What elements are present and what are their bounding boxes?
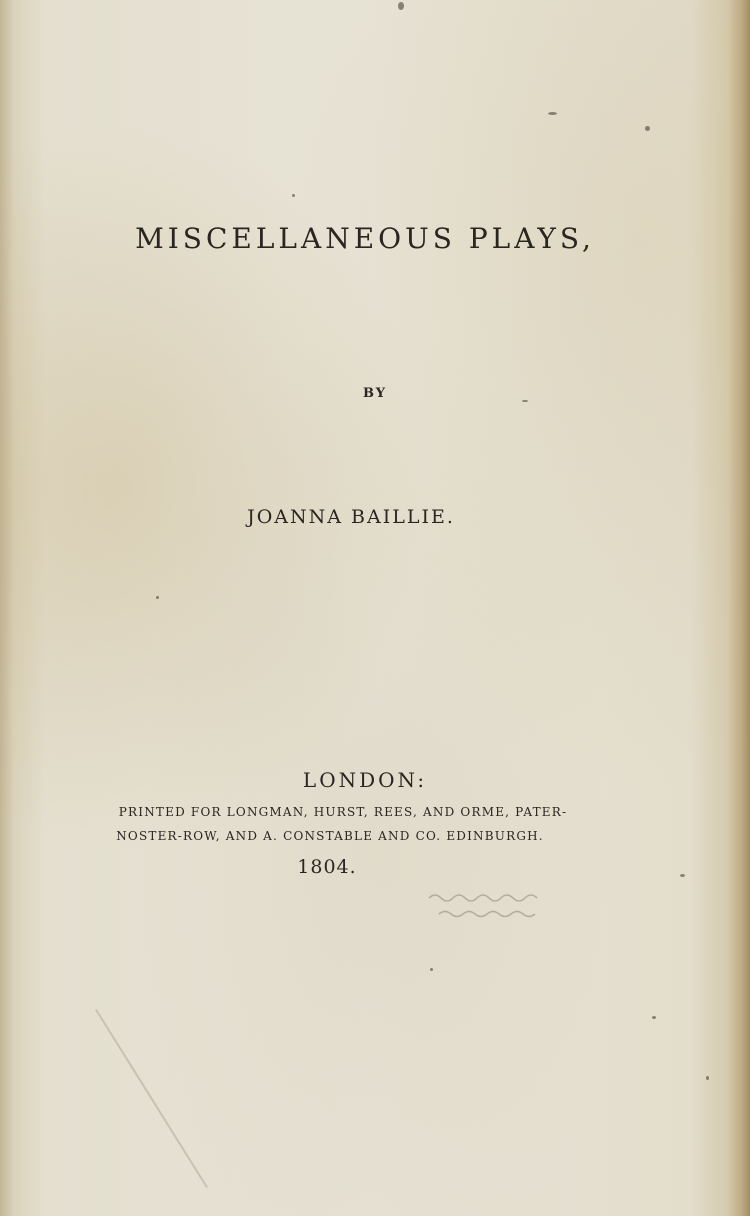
paper-crease [95,1009,208,1188]
imprint-printer-line-2: NOSTER-ROW, AND A. CONSTABLE AND CO. EDINBURGH. [116,829,544,843]
paper-speck [156,596,159,599]
page-left-edge [0,0,14,1216]
paper-speck [548,112,557,115]
paper-speck [398,2,404,10]
faded-library-stamp [425,888,550,922]
book-title: MISCELLANEOUS PLAYS, [135,222,595,255]
imprint-place: LONDON: [302,768,428,792]
byline-word: BY [362,386,388,401]
paper-speck [430,968,433,971]
imprint-printer-line-1: PRINTED FOR LONGMAN, HURST, REES, AND ORME, PATER- [118,805,568,819]
paper-speck [645,126,650,131]
author-name: JOANNA BAILLIE. [247,506,455,528]
paper-speck [292,194,295,197]
paper-speck [652,1016,656,1019]
imprint-year: 1804. [297,856,357,878]
page-right-edge [728,0,750,1216]
paper-speck [706,1076,709,1080]
